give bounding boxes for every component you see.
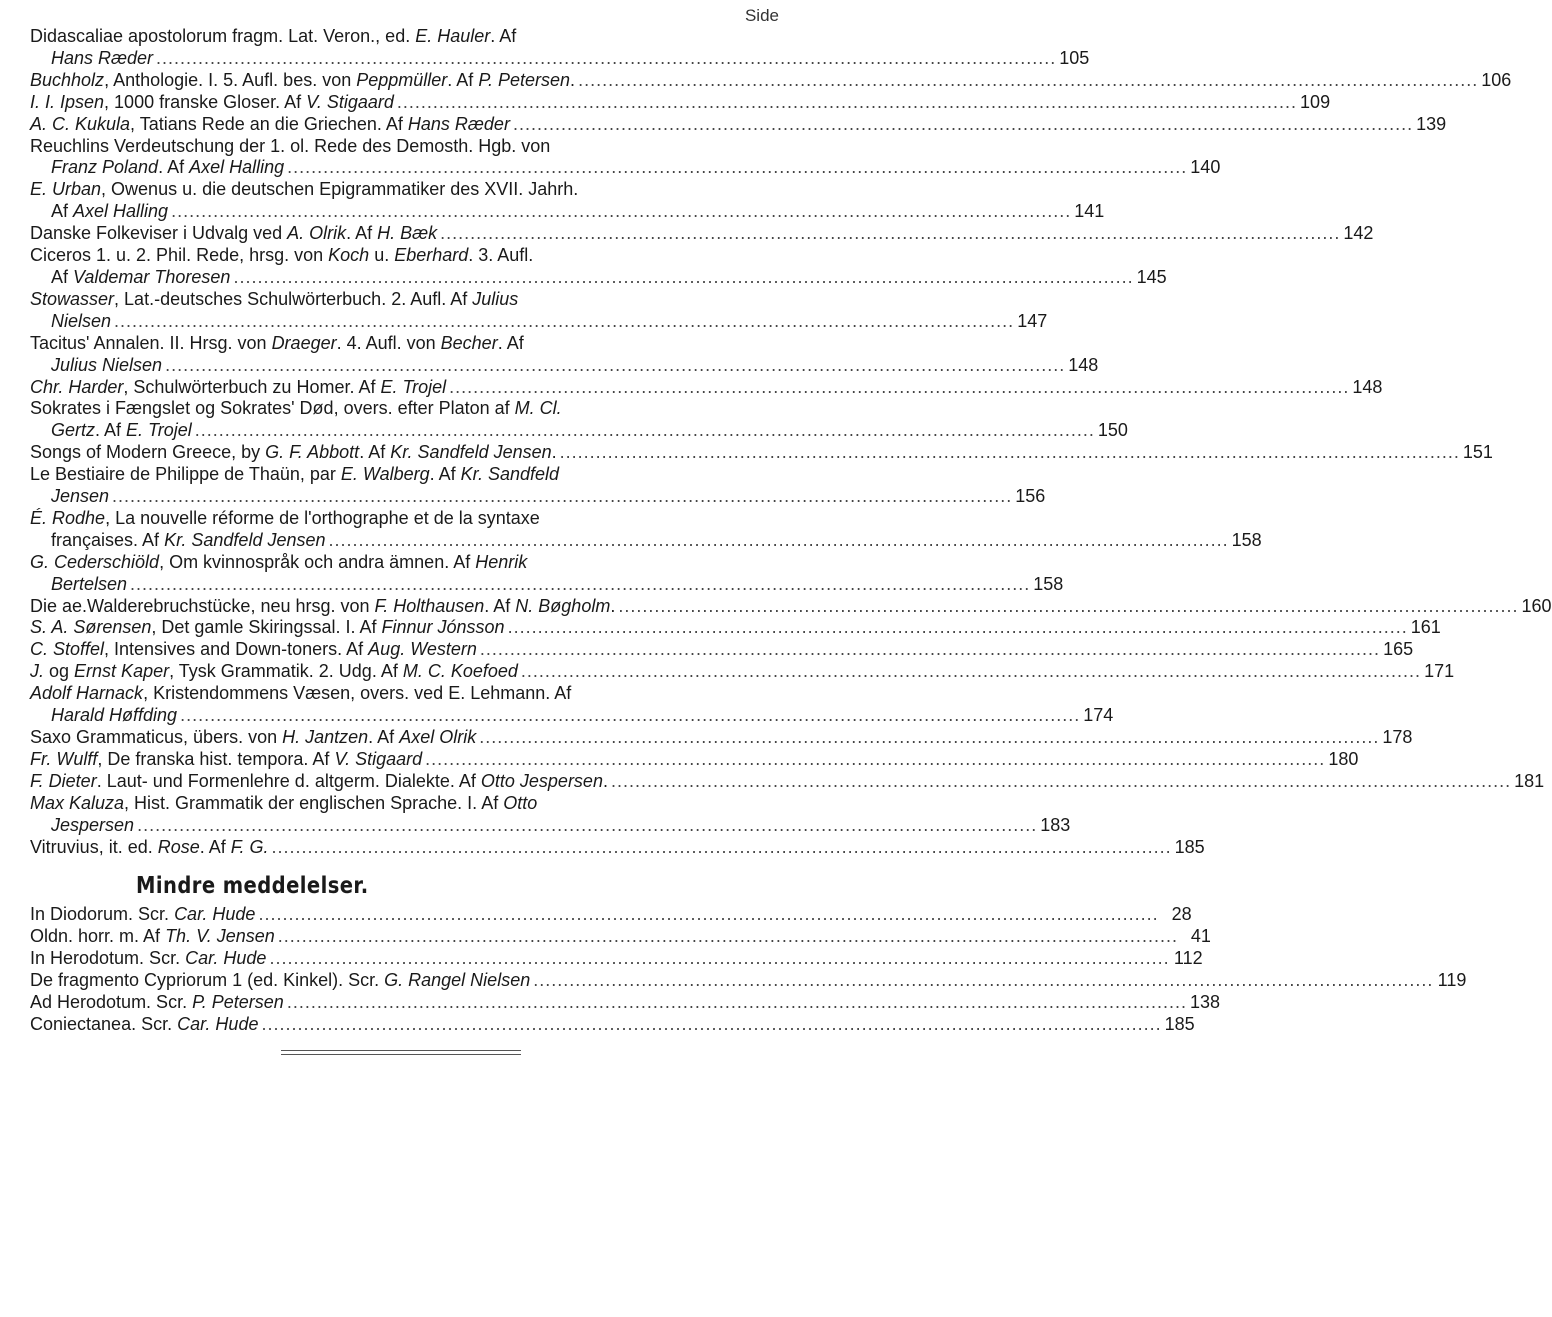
page-number: 105	[1059, 47, 1090, 68]
page-number: 41	[1190, 926, 1211, 947]
dot-leader	[233, 267, 1133, 287]
toc-entry	[30, 595, 1552, 618]
toc-entry	[30, 551, 1064, 596]
toc-entry	[30, 683, 1114, 727]
review-entries	[30, 26, 1552, 858]
entry-title-line: Oldn. horr. m. Af Th. V. Jensen	[30, 926, 275, 947]
page-number: 142	[1343, 223, 1374, 244]
toc-entry	[30, 639, 1414, 661]
toc-entry	[30, 836, 1205, 859]
toc-entry	[30, 69, 1512, 92]
page-number: 138	[1189, 991, 1221, 1012]
entry-title-line: Danske Folkeviser i Udvalg ved A. Olrik. Af H. Bæk	[30, 223, 438, 244]
entry-reviewer-line: Gertz. Af E. Trojel	[51, 420, 192, 441]
dot-leader	[137, 815, 1037, 835]
dot-leader	[480, 639, 1380, 661]
dot-leader	[521, 661, 1421, 683]
toc-entry	[30, 91, 1331, 114]
entry-reviewer-line: Jensen	[51, 486, 110, 507]
dot-leader	[440, 223, 1340, 245]
toc-entry	[30, 398, 1128, 442]
dot-leader	[329, 530, 1229, 550]
page-number: 119	[1437, 970, 1467, 991]
dot-leader	[180, 705, 1080, 725]
entry-title-line: E. Urban, Owenus u. die deutschen Epigrammatiker des XVII. Jahrh.	[30, 179, 579, 200]
entry-reviewer-line: Franz Poland. Af Axel Halling	[51, 157, 285, 178]
toc-entry	[30, 135, 1221, 180]
page-number: 183	[1040, 814, 1071, 835]
toc-entry	[30, 179, 1105, 223]
entry-title-line: In Herodotum. Scr. Car. Hude	[30, 948, 267, 969]
toc-entry	[30, 26, 1090, 70]
page-number: 148	[1352, 376, 1383, 397]
page-number: 181	[1514, 770, 1545, 791]
entry-title-line: In Diodorum. Scr. Car. Hude	[30, 904, 256, 925]
dot-leader	[618, 596, 1518, 618]
page-number: 156	[1015, 486, 1046, 507]
page-number: 160	[1521, 595, 1552, 616]
toc-entry	[30, 288, 1048, 333]
page-number: 185	[1174, 836, 1205, 857]
page-number: 165	[1383, 639, 1414, 660]
toc-entry	[30, 332, 1099, 377]
dot-leader	[611, 771, 1511, 793]
toc-entry	[30, 376, 1383, 399]
entry-reviewer-line: françaises. Af Kr. Sandfeld Jensen	[51, 529, 326, 550]
entry-title-line: Coniectanea. Scr. Car. Hude	[30, 1013, 259, 1034]
entry-title-line: S. A. Sørensen, Det gamle Skiringssal. I. Af Finnur Jónsson	[30, 617, 505, 638]
entry-reviewer-line: Bertelsen	[51, 573, 128, 594]
entry-title-line: I. I. Ipsen, 1000 franske Gloser. Af V. Stigaard	[30, 91, 394, 112]
toc-entry	[30, 113, 1447, 136]
page-number: 150	[1097, 420, 1128, 441]
entry-reviewer-line: Harald Høffding	[51, 705, 178, 726]
short-notes-entries	[30, 904, 1467, 1035]
page-number: 151	[1462, 442, 1493, 463]
entry-title-line: Reuchlins Verdeutschung der 1. ol. Rede des Demosth. Hgb. von	[30, 135, 551, 156]
dot-leader	[156, 48, 1056, 68]
toc-entry	[30, 223, 1374, 245]
dot-leader	[513, 114, 1413, 136]
toc-entry	[30, 948, 1203, 970]
entry-title-line: Stowasser, Lat.-deutsches Schulwörterbuch. 2. Aufl. Af Julius	[30, 288, 519, 309]
entry-reviewer-line: Julius Nielsen	[51, 354, 163, 375]
entry-title-line: Didascaliae apostolorum fragm. Lat. Veron., ed. E. Hauler. Af	[30, 26, 517, 46]
dot-leader	[560, 442, 1460, 464]
entry-title-line: Saxo Grammaticus, übers. von H. Jantzen. Af Axel Olrik	[30, 727, 477, 747]
toc-entry	[30, 464, 1046, 508]
dot-leader	[258, 904, 1158, 926]
dot-leader	[269, 948, 1169, 970]
section-heading: Mindre meddelelser.	[136, 873, 369, 900]
entry-reviewer-line: Nielsen	[51, 310, 112, 331]
toc-entry	[30, 507, 1262, 552]
entry-title-line: Chr. Harder, Schulwörterbuch zu Homer. Af E. Trojel	[30, 376, 447, 397]
dot-leader	[195, 420, 1095, 440]
toc-entry	[30, 661, 1455, 683]
page-number: 158	[1033, 573, 1064, 594]
page-number: 178	[1382, 727, 1413, 747]
entry-title-line: É. Rodhe, La nouvelle réforme de l'orthographe et de la syntaxe	[30, 507, 540, 528]
page-number: 147	[1017, 310, 1048, 331]
entry-title-line: A. C. Kukula, Tatians Rede an die Griechen. Af Hans Ræder	[30, 113, 510, 134]
toc-entry	[30, 904, 1192, 926]
toc-entry	[30, 991, 1221, 1014]
entry-title-line: Tacitus' Annalen. II. Hrsg. von Draeger. 4. Aufl. von Becher. Af	[30, 332, 524, 353]
toc-entry	[30, 245, 1167, 289]
entry-title-line: Die ae.Walderebruchstücke, neu hrsg. von F. Holthausen. Af N. Bøgholm.	[30, 595, 616, 616]
dot-leader	[508, 617, 1408, 639]
side-column-label: Side	[744, 6, 779, 25]
entry-title-line: G. Cederschiöld, Om kvinnospråk och andra ämnen. Af Henrik	[30, 551, 528, 572]
page-number: 28	[1171, 904, 1192, 925]
dot-leader	[271, 837, 1171, 859]
dot-leader	[479, 727, 1379, 749]
entry-reviewer-line: Af Axel Halling	[51, 201, 169, 222]
toc-entry	[30, 1013, 1195, 1036]
entry-title-line: Sokrates i Fængslet og Sokrates' Død, overs. efter Platon af M. Cl.	[30, 398, 562, 419]
page-number: 185	[1164, 1013, 1195, 1034]
entry-title-line: F. Dieter. Laut- und Formenlehre d. altgerm. Dialekte. Af Otto Jespersen.	[30, 770, 608, 791]
dot-leader	[112, 486, 1012, 506]
entry-title-line: Le Bestiaire de Philippe de Thaün, par E. Walberg. Af Kr. Sandfeld	[30, 464, 560, 485]
dot-leader	[287, 992, 1187, 1014]
toc-entry	[30, 748, 1359, 771]
dot-leader	[287, 157, 1187, 177]
dot-leader	[114, 311, 1014, 331]
page-number: 161	[1410, 617, 1441, 638]
dot-leader	[171, 201, 1071, 221]
entry-reviewer-line: Hans Ræder	[51, 47, 154, 68]
entry-title-line: Fr. Wulff, De franska hist. tempora. Af V. Stigaard	[30, 748, 423, 769]
dot-leader	[261, 1014, 1161, 1036]
page-number: 141	[1074, 201, 1105, 222]
dot-leader	[397, 92, 1297, 114]
entry-title-line: Buchholz, Anthologie. I. 5. Aufl. bes. von Peppmüller. Af P. Petersen.	[30, 69, 576, 90]
entry-title-line: Vitruvius, it. ed. Rose. Af F. G.	[30, 836, 269, 857]
toc-entry	[30, 442, 1493, 464]
page-number: 148	[1068, 354, 1099, 375]
page-number: 180	[1328, 748, 1359, 769]
table-of-contents	[30, 26, 1552, 1055]
closing-rule	[281, 1050, 521, 1055]
dot-leader	[425, 749, 1325, 771]
toc-entry	[30, 617, 1441, 639]
entry-title-line: Max Kaluza, Hist. Grammatik der englischen Sprache. I. Af Otto	[30, 792, 538, 813]
page-number: 158	[1231, 529, 1262, 550]
dot-leader	[533, 970, 1433, 992]
entry-title-line: De fragmento Cypriorum 1 (ed. Kinkel). Scr. G. Rangel Nielsen	[30, 970, 531, 991]
page-number: 171	[1424, 661, 1455, 682]
entry-title-line: Ciceros 1. u. 2. Phil. Rede, hrsg. von Koch u. Eberhard. 3. Aufl.	[30, 245, 534, 266]
page-number: 112	[1173, 948, 1203, 969]
toc-entry	[30, 792, 1071, 837]
dot-leader	[130, 574, 1030, 594]
toc-entry	[30, 970, 1467, 992]
page-number: 145	[1136, 266, 1167, 287]
entry-title-line: J. og Ernst Kaper, Tysk Grammatik. 2. Udg. Af M. C. Koefoed	[30, 661, 518, 682]
page-number: 139	[1416, 113, 1447, 134]
dot-leader	[278, 926, 1178, 948]
toc-entry	[30, 727, 1413, 749]
dot-leader	[165, 355, 1065, 375]
entry-title-line: Ad Herodotum. Scr. P. Petersen	[30, 991, 284, 1012]
page-number: 174	[1083, 705, 1114, 726]
page-number: 106	[1481, 69, 1512, 90]
page-number: 140	[1190, 157, 1221, 178]
entry-title-line: C. Stoffel, Intensives and Down-toners. Af Aug. Western	[30, 639, 477, 660]
dot-leader	[578, 70, 1478, 92]
toc-entry	[30, 926, 1211, 948]
entry-reviewer-line: Jespersen	[51, 814, 135, 835]
dot-leader	[449, 377, 1349, 399]
toc-entry	[30, 770, 1545, 793]
page-number: 109	[1300, 91, 1331, 112]
entry-title-line: Adolf Harnack, Kristendommens Væsen, overs. ved E. Lehmann. Af	[30, 683, 572, 704]
entry-title-line: Songs of Modern Greece, by G. F. Abbott. Af Kr. Sandfeld Jensen.	[30, 442, 557, 463]
entry-reviewer-line: Af Valdemar Thoresen	[51, 266, 231, 287]
